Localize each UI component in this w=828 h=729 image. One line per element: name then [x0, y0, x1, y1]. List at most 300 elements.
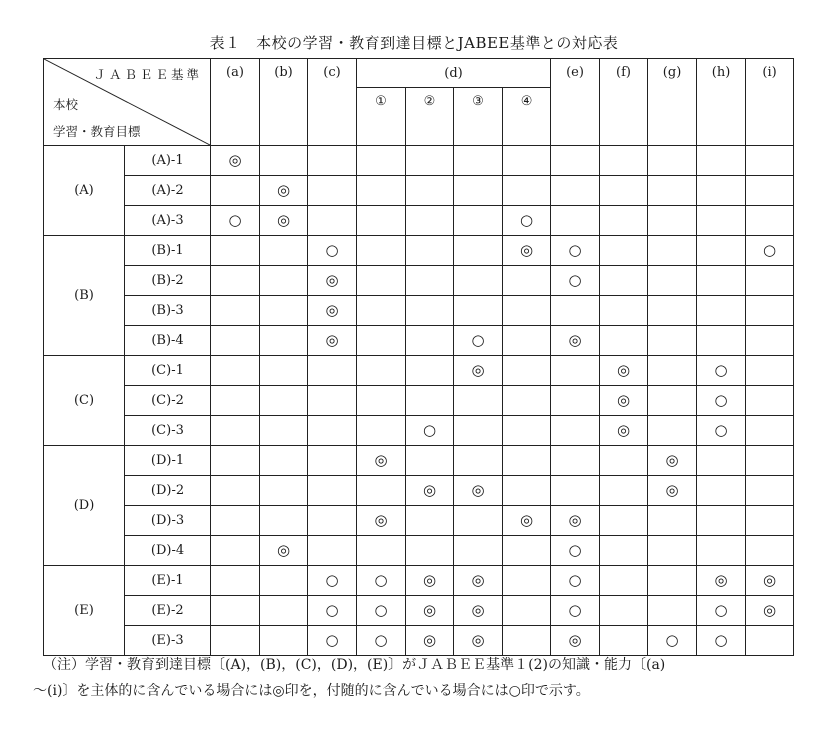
- mark-cell: [551, 506, 600, 536]
- mark-cell: [357, 176, 406, 206]
- mark-cell: [454, 146, 503, 176]
- mark-cell: [746, 146, 794, 176]
- mark-symbol: ◎: [374, 510, 388, 529]
- mark-symbol: ◎: [471, 630, 485, 649]
- mark-cell: [697, 206, 746, 236]
- mark-cell: [746, 206, 794, 236]
- mark-cell: [746, 296, 794, 326]
- mark-cell: [454, 476, 503, 506]
- goal-group-cell: (C): [44, 356, 125, 446]
- col-header-c: (c): [308, 59, 357, 146]
- mark-symbol: ○: [325, 600, 339, 619]
- mark-cell: [648, 326, 697, 356]
- goal-item-cell: (B)-4: [125, 326, 211, 356]
- mark-cell: [697, 386, 746, 416]
- mark-cell: [697, 176, 746, 206]
- mark-cell: [503, 446, 551, 476]
- goal-item-cell: (A)-2: [125, 176, 211, 206]
- mark-cell: [211, 236, 260, 266]
- footnote-line-2: ～(i)〕を主体的に含んでいる場合には◎印を，付随的に含んでいる場合には○印で示す。: [33, 683, 590, 699]
- mark-cell: [357, 206, 406, 236]
- mark-cell: [600, 596, 648, 626]
- mark-cell: [454, 626, 503, 656]
- mark-cell: [503, 266, 551, 296]
- mark-cell: [600, 566, 648, 596]
- goal-item-cell: (A)-1: [125, 146, 211, 176]
- mark-cell: [746, 176, 794, 206]
- mark-cell: [503, 386, 551, 416]
- goal-item-cell: (B)-1: [125, 236, 211, 266]
- mark-cell: [308, 266, 357, 296]
- mark-cell: [697, 446, 746, 476]
- jabee-criteria-label: ＪＡＢＥＥ基準: [93, 67, 202, 82]
- mark-cell: [454, 416, 503, 446]
- mark-cell: [746, 476, 794, 506]
- mark-symbol: ◎: [422, 570, 437, 589]
- mark-cell: [357, 386, 406, 416]
- mark-symbol: ○: [325, 570, 339, 589]
- mark-cell: [648, 266, 697, 296]
- mark-cell: [308, 356, 357, 386]
- mark-cell: [454, 176, 503, 206]
- col-header-d-2: ②: [406, 88, 454, 146]
- mark-symbol: ○: [325, 630, 339, 649]
- table-row: [44, 566, 794, 596]
- col-header-d-4: ④: [503, 88, 551, 146]
- mark-symbol: ◎: [228, 150, 242, 169]
- mark-cell: [503, 296, 551, 326]
- mark-symbol: ◎: [519, 240, 534, 259]
- mark-cell: [406, 476, 454, 506]
- mark-cell: [697, 626, 746, 656]
- mark-cell: [406, 356, 454, 386]
- mark-cell: [260, 146, 308, 176]
- footnote-line-1: （注）学習・教育到達目標〔(A)，(B)，(C)，(D)，(E)〕がＪＡＢＥＥ基準１(2)の知識・能力〔(a): [43, 657, 666, 673]
- mark-cell: [697, 506, 746, 536]
- mark-cell: [260, 386, 308, 416]
- mark-cell: [406, 506, 454, 536]
- col-header-e: (e): [551, 59, 600, 146]
- mark-cell: [648, 536, 697, 566]
- mark-symbol: ◎: [325, 330, 339, 349]
- mark-cell: [746, 386, 794, 416]
- mark-cell: [600, 176, 648, 206]
- mark-cell: [211, 626, 260, 656]
- goal-item-cell: (E)-1: [125, 566, 211, 596]
- mark-symbol: ◎: [422, 600, 437, 619]
- mark-symbol: ◎: [568, 630, 582, 649]
- table-row: [44, 416, 794, 446]
- mark-cell: [600, 536, 648, 566]
- mark-cell: [600, 296, 648, 326]
- table-row: [44, 536, 794, 566]
- mark-symbol: ○: [568, 240, 582, 259]
- mark-cell: [648, 596, 697, 626]
- mark-symbol: ○: [374, 630, 388, 649]
- mark-symbol: ◎: [665, 480, 679, 499]
- corner-header-cell: [44, 59, 211, 146]
- mark-symbol: ◎: [422, 630, 437, 649]
- mark-symbol: ○: [714, 630, 728, 649]
- goal-item-cell: (D)-3: [125, 506, 211, 536]
- table-row: [44, 386, 794, 416]
- mark-cell: [697, 326, 746, 356]
- mark-symbol: ◎: [276, 210, 291, 229]
- mark-cell: [357, 296, 406, 326]
- mark-cell: [697, 356, 746, 386]
- mark-cell: [308, 146, 357, 176]
- mark-cell: [551, 326, 600, 356]
- mark-cell: [746, 326, 794, 356]
- goal-item-cell: (D)-4: [125, 536, 211, 566]
- mark-cell: [746, 596, 794, 626]
- mark-symbol: ○: [422, 420, 437, 439]
- table-row: [44, 596, 794, 626]
- mark-cell: [551, 296, 600, 326]
- mark-symbol: ○: [519, 210, 534, 229]
- mark-cell: [406, 296, 454, 326]
- mark-cell: [308, 386, 357, 416]
- mark-cell: [260, 236, 308, 266]
- mark-cell: [357, 536, 406, 566]
- mark-cell: [357, 356, 406, 386]
- mark-symbol: ◎: [471, 600, 485, 619]
- mark-cell: [454, 206, 503, 236]
- table-row: [44, 506, 794, 536]
- mark-cell: [648, 416, 697, 446]
- mark-cell: [746, 266, 794, 296]
- mark-symbol: ◎: [568, 330, 582, 349]
- mark-cell: [211, 146, 260, 176]
- col-header-b: (b): [260, 59, 308, 146]
- mark-cell: [260, 356, 308, 386]
- mark-cell: [454, 356, 503, 386]
- mark-cell: [357, 626, 406, 656]
- mark-symbol: ○: [714, 390, 728, 409]
- goal-group-cell: (E): [44, 566, 125, 656]
- mark-cell: [454, 386, 503, 416]
- mark-symbol: ○: [762, 240, 777, 259]
- mark-cell: [600, 386, 648, 416]
- mark-cell: [503, 476, 551, 506]
- mark-cell: [503, 176, 551, 206]
- mark-cell: [406, 146, 454, 176]
- mark-symbol: ○: [471, 330, 485, 349]
- mark-cell: [260, 416, 308, 446]
- mark-cell: [503, 566, 551, 596]
- mark-cell: [406, 236, 454, 266]
- mark-cell: [406, 206, 454, 236]
- mark-symbol: ◎: [471, 570, 485, 589]
- mark-cell: [648, 176, 697, 206]
- mark-symbol: ◎: [616, 360, 631, 379]
- mark-symbol: ◎: [762, 570, 777, 589]
- mark-cell: [211, 476, 260, 506]
- mark-cell: [260, 626, 308, 656]
- mark-symbol: ○: [568, 570, 582, 589]
- mark-cell: [454, 566, 503, 596]
- mark-cell: [648, 356, 697, 386]
- mark-cell: [260, 566, 308, 596]
- mark-cell: [503, 326, 551, 356]
- mark-symbol: ◎: [276, 180, 291, 199]
- mark-cell: [406, 626, 454, 656]
- mark-cell: [308, 326, 357, 356]
- mark-cell: [211, 536, 260, 566]
- goal-item-cell: (E)-2: [125, 596, 211, 626]
- goal-group-cell: (D): [44, 446, 125, 566]
- mark-symbol: ◎: [325, 300, 339, 319]
- col-header-d-3: ③: [454, 88, 503, 146]
- mark-cell: [551, 386, 600, 416]
- table-row: [44, 236, 794, 266]
- mark-cell: [308, 206, 357, 236]
- mark-cell: [406, 266, 454, 296]
- mark-cell: [746, 506, 794, 536]
- table-row: [44, 296, 794, 326]
- mark-cell: [211, 176, 260, 206]
- mark-cell: [211, 266, 260, 296]
- mark-cell: [600, 146, 648, 176]
- mark-cell: [260, 536, 308, 566]
- mark-cell: [600, 446, 648, 476]
- mark-symbol: ◎: [374, 450, 388, 469]
- goal-item-cell: (C)-1: [125, 356, 211, 386]
- mark-cell: [211, 446, 260, 476]
- mark-symbol: ◎: [616, 390, 631, 409]
- mark-cell: [454, 326, 503, 356]
- mark-cell: [600, 206, 648, 236]
- mark-cell: [503, 206, 551, 236]
- mark-cell: [600, 356, 648, 386]
- mark-cell: [211, 416, 260, 446]
- mark-cell: [211, 296, 260, 326]
- mark-cell: [260, 296, 308, 326]
- mark-cell: [697, 236, 746, 266]
- mark-cell: [551, 356, 600, 386]
- mark-symbol: ○: [374, 600, 388, 619]
- col-header-f: (f): [600, 59, 648, 146]
- mark-cell: [406, 386, 454, 416]
- mark-cell: [503, 416, 551, 446]
- mark-cell: [260, 506, 308, 536]
- footnote: [33, 652, 803, 704]
- mark-cell: [406, 566, 454, 596]
- mark-symbol: ○: [568, 270, 582, 289]
- mark-cell: [697, 146, 746, 176]
- mark-symbol: ○: [568, 600, 582, 619]
- mark-cell: [308, 566, 357, 596]
- table-title: 表１ 本校の学習・教育到達目標とJABEE基準との対応表: [209, 34, 619, 52]
- mark-cell: [503, 356, 551, 386]
- mark-cell: [308, 536, 357, 566]
- mark-cell: [648, 566, 697, 596]
- mark-cell: [211, 506, 260, 536]
- goal-item-cell: (D)-2: [125, 476, 211, 506]
- mark-cell: [357, 146, 406, 176]
- mark-cell: [406, 176, 454, 206]
- col-header-h: (h): [697, 59, 746, 146]
- mark-cell: [648, 476, 697, 506]
- mark-cell: [211, 326, 260, 356]
- mark-symbol: ◎: [665, 450, 679, 469]
- mark-symbol: ◎: [276, 540, 291, 559]
- mark-cell: [454, 446, 503, 476]
- mark-cell: [308, 296, 357, 326]
- col-header-g: (g): [648, 59, 697, 146]
- table-row: [44, 476, 794, 506]
- mark-symbol: ○: [374, 570, 388, 589]
- table-row: [44, 326, 794, 356]
- mark-symbol: ◎: [471, 480, 485, 499]
- mark-cell: [746, 626, 794, 656]
- table-row: [44, 206, 794, 236]
- table-row: [44, 266, 794, 296]
- mark-cell: [697, 266, 746, 296]
- mark-cell: [648, 626, 697, 656]
- mark-cell: [600, 626, 648, 656]
- mark-cell: [454, 536, 503, 566]
- mark-cell: [211, 566, 260, 596]
- mark-cell: [357, 266, 406, 296]
- mark-cell: [503, 536, 551, 566]
- mark-cell: [260, 326, 308, 356]
- mark-cell: [357, 566, 406, 596]
- mark-cell: [260, 266, 308, 296]
- mark-cell: [406, 416, 454, 446]
- mark-cell: [357, 416, 406, 446]
- mark-cell: [454, 506, 503, 536]
- mark-cell: [454, 596, 503, 626]
- col-header-d-1: ①: [357, 88, 406, 146]
- mark-symbol: ○: [665, 630, 679, 649]
- goal-item-cell: (C)-2: [125, 386, 211, 416]
- mark-cell: [648, 506, 697, 536]
- mark-cell: [503, 626, 551, 656]
- school-label: 本校: [53, 97, 79, 112]
- mark-symbol: ◎: [616, 420, 631, 439]
- mark-symbol: ◎: [519, 510, 534, 529]
- mark-symbol: ○: [568, 540, 582, 559]
- mark-cell: [648, 206, 697, 236]
- mark-cell: [211, 356, 260, 386]
- correspondence-table: [43, 58, 794, 656]
- mark-cell: [260, 446, 308, 476]
- col-header-d: (d): [357, 59, 551, 88]
- mark-cell: [697, 296, 746, 326]
- goal-item-cell: (D)-1: [125, 446, 211, 476]
- mark-cell: [357, 506, 406, 536]
- mark-cell: [211, 206, 260, 236]
- mark-cell: [357, 326, 406, 356]
- mark-cell: [503, 506, 551, 536]
- mark-cell: [260, 596, 308, 626]
- mark-cell: [308, 416, 357, 446]
- mark-cell: [746, 536, 794, 566]
- goal-item-cell: (E)-3: [125, 626, 211, 656]
- mark-symbol: ○: [325, 240, 339, 259]
- mark-cell: [454, 296, 503, 326]
- mark-cell: [648, 296, 697, 326]
- mark-cell: [260, 206, 308, 236]
- col-header-a: (a): [211, 59, 260, 146]
- mark-cell: [308, 476, 357, 506]
- table-row: [44, 356, 794, 386]
- mark-cell: [551, 626, 600, 656]
- learning-goals-label: 学習・教育目標: [53, 124, 141, 139]
- mark-cell: [551, 146, 600, 176]
- mark-cell: [551, 446, 600, 476]
- mark-cell: [308, 236, 357, 266]
- mark-symbol: ○: [714, 600, 728, 619]
- mark-cell: [648, 146, 697, 176]
- mark-cell: [308, 176, 357, 206]
- mark-cell: [600, 476, 648, 506]
- mark-symbol: ◎: [325, 270, 339, 289]
- mark-cell: [406, 596, 454, 626]
- mark-cell: [551, 536, 600, 566]
- mark-cell: [357, 236, 406, 266]
- mark-cell: [357, 476, 406, 506]
- mark-cell: [746, 566, 794, 596]
- mark-cell: [357, 596, 406, 626]
- mark-cell: [260, 476, 308, 506]
- mark-cell: [551, 416, 600, 446]
- mark-cell: [551, 236, 600, 266]
- mark-cell: [648, 386, 697, 416]
- mark-cell: [600, 416, 648, 446]
- mark-symbol: ○: [714, 360, 728, 379]
- mark-cell: [503, 236, 551, 266]
- mark-symbol: ◎: [762, 600, 777, 619]
- mark-cell: [648, 236, 697, 266]
- mark-cell: [697, 536, 746, 566]
- mark-cell: [600, 506, 648, 536]
- mark-cell: [648, 446, 697, 476]
- mark-cell: [551, 566, 600, 596]
- col-header-i: (i): [746, 59, 794, 146]
- mark-cell: [600, 236, 648, 266]
- mark-cell: [308, 596, 357, 626]
- mark-symbol: ◎: [471, 360, 485, 379]
- mark-cell: [357, 446, 406, 476]
- mark-cell: [503, 596, 551, 626]
- mark-cell: [260, 176, 308, 206]
- table-row: [44, 146, 794, 176]
- goal-item-cell: (A)-3: [125, 206, 211, 236]
- mark-cell: [746, 446, 794, 476]
- mark-cell: [551, 176, 600, 206]
- mark-cell: [551, 596, 600, 626]
- goal-item-cell: (B)-2: [125, 266, 211, 296]
- goal-group-cell: (B): [44, 236, 125, 356]
- mark-cell: [308, 626, 357, 656]
- mark-cell: [600, 326, 648, 356]
- mark-cell: [406, 326, 454, 356]
- mark-cell: [746, 356, 794, 386]
- mark-cell: [746, 416, 794, 446]
- mark-cell: [551, 476, 600, 506]
- mark-cell: [308, 446, 357, 476]
- mark-cell: [406, 536, 454, 566]
- table-row: [44, 176, 794, 206]
- mark-cell: [551, 206, 600, 236]
- mark-cell: [697, 476, 746, 506]
- mark-cell: [697, 596, 746, 626]
- mark-cell: [697, 566, 746, 596]
- goal-group-cell: (A): [44, 146, 125, 236]
- mark-symbol: ◎: [714, 570, 728, 589]
